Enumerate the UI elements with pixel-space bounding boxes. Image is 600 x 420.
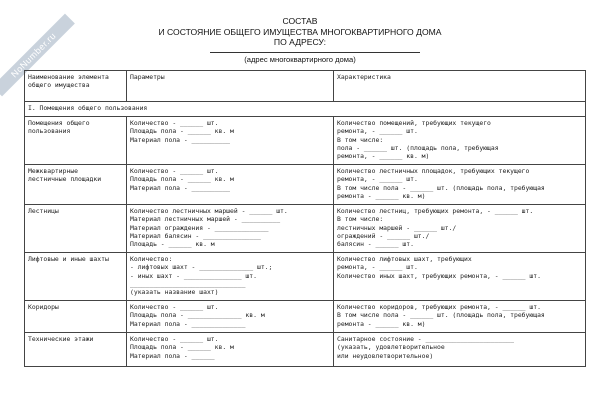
doc-title: СОСТАВ [282, 16, 318, 26]
row-chars: Количество помещений, требующих текущего ремонта, - ______ шт. В том числе: пола - ______ шт. (площадь пола, требующая ремонта, - ______ кв. м) [334, 117, 586, 165]
row-chars: Количество лестниц, требующих ремонта, - ______ шт. В том числе: лестничных маршей - ______ шт./ ограждений - ______ шт./ балясин - ______ шт. [334, 205, 586, 253]
row-chars: Количество лифтовых шахт, требующих ремонта, - ______ шт. Количество иных шахт, требующих ремонта, - ______ шт. [334, 253, 586, 301]
table-row [25, 117, 586, 165]
row-name: Лестницы [25, 205, 127, 253]
address-line [210, 52, 420, 53]
doc-title-line-2: И СОСТОЯНИЕ ОБЩЕГО ИМУЩЕСТВА МНОГОКВАРТИРНОГО ДОМА [158, 27, 442, 37]
address-caption: (адрес многоквартирного дома) [244, 55, 356, 64]
doc-title-line-3: ПО АДРЕСУ: [273, 37, 327, 47]
row-chars: Санитарное состояние - _______________________ (указать, удовлетворительное или неудовлетворительное) [334, 333, 586, 367]
row-params: Количество - ______ шт. Площадь пола - ______ кв. м Материал пола - __________ [127, 165, 334, 205]
header-cell-chars: Характеристика [334, 71, 586, 102]
row-params: Количество: - лифтовых шахт - ______________ шт.; - иных шахт - _______________ шт. ______________________________ (указать название шахт) [127, 253, 334, 301]
row-name: Коридоры [25, 301, 127, 333]
table-row [25, 253, 586, 301]
row-chars: Количество коридоров, требующих ремонта, - ______ шт. В том числе пола - ______ шт. (площадь пола, требующая ремонта - ______ кв. м) [334, 301, 586, 333]
section-title: I. Помещения общего пользования [25, 102, 586, 117]
property-table [24, 70, 586, 367]
row-params: Количество лестничных маршей - ______ шт. Материал лестничных маршей - __________ Материал ограждения - ______________ Материал балясин - _______________ Площадь - ______ кв. м [127, 205, 334, 253]
row-chars: Количество лестничных площадок, требующих текущего ремонта, - ______ шт. В том числе пола - ______ шт. (площадь пола, требующая ремонта - ______ кв. м) [334, 165, 586, 205]
table-row [25, 333, 586, 367]
table-row [25, 165, 586, 205]
section-row [25, 102, 586, 117]
header-cell-name: Наименование элемента общего имущества [25, 71, 127, 102]
row-name: Технические этажи [25, 333, 127, 367]
header-cell-params: Параметры [127, 71, 334, 102]
row-params: Количество - ______ шт. Площадь пола - ______ кв. м Материал пола - __________ [127, 117, 334, 165]
row-params: Количество - ______ шт. Площадь пола - ______ кв. м Материал пола - ______ [127, 333, 334, 367]
row-name: Помещения общего пользования [25, 117, 127, 165]
watermark: NoNumber.ru [0, 14, 75, 97]
row-params: Количество - ______ шт. Площадь пола - ______________ кв. м Материал пола - ______________ [127, 301, 334, 333]
row-name: Межквартирные лестничные площадки [25, 165, 127, 205]
table-row [25, 301, 586, 333]
row-name: Лифтовые и иные шахты [25, 253, 127, 301]
table-row [25, 205, 586, 253]
table-header-row [25, 71, 586, 102]
